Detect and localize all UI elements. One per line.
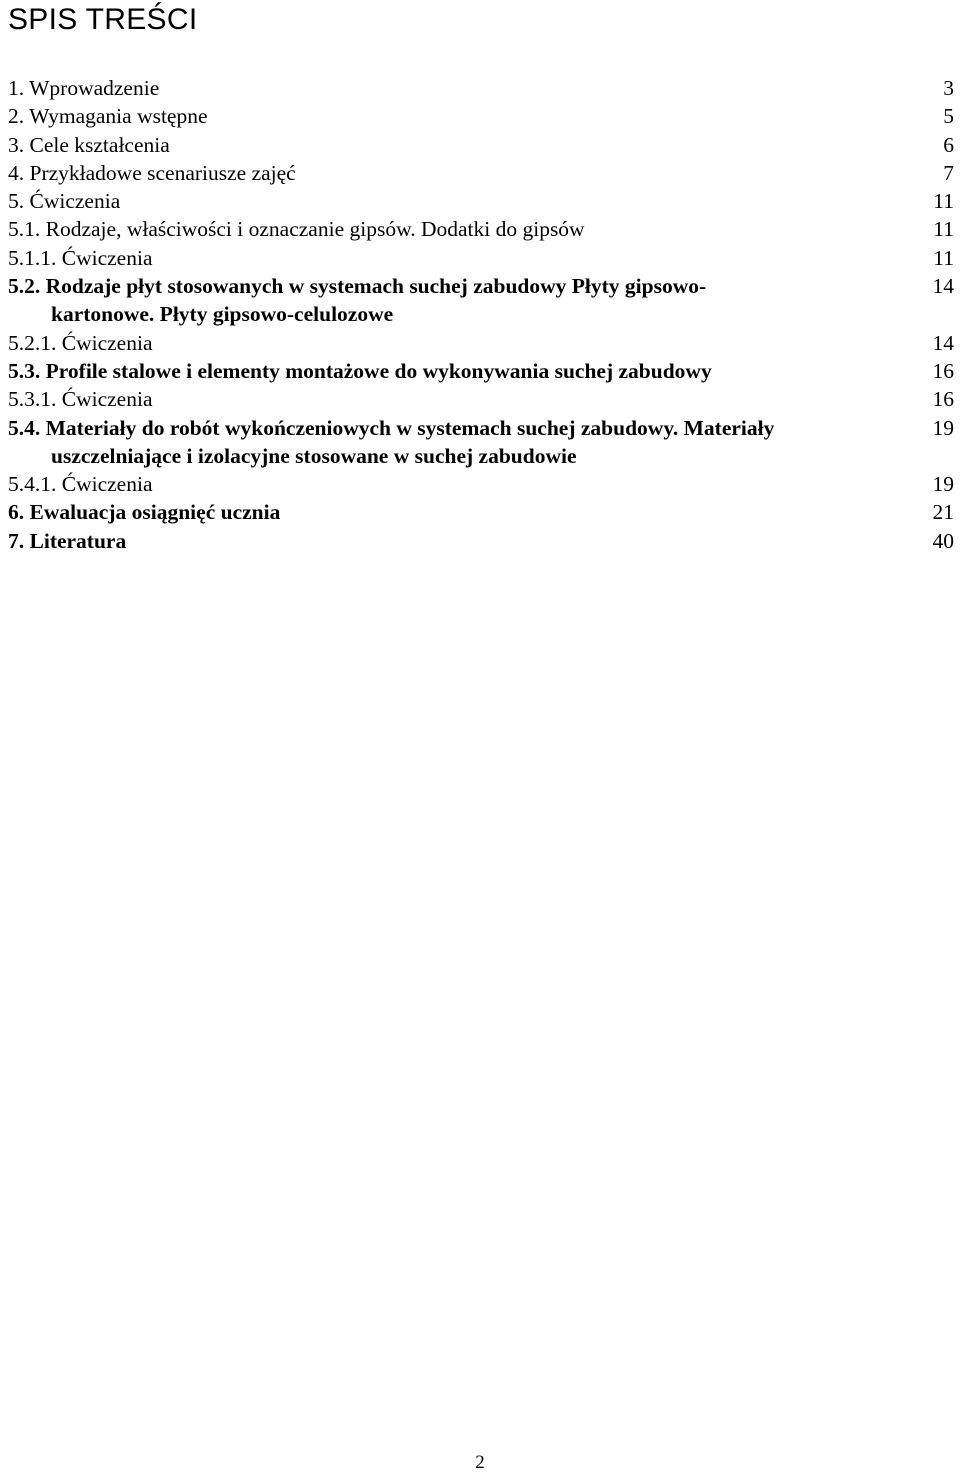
toc-entry-page: 19 [932,472,954,497]
toc-entry-page: 21 [932,500,954,525]
toc-entry[interactable] [8,74,954,102]
toc-entry[interactable] [8,498,954,526]
toc-entry-label: 5.2. Rodzaje płyt stosowanych w systemach suchej zabudowy Płyty gipsowo- [8,274,707,299]
toc-entry[interactable] [8,159,954,187]
toc-entry-label: 7. Literatura [8,528,127,553]
toc-entry[interactable] [8,215,954,243]
toc-entry-page: 11 [933,217,954,242]
page-number: 2 [475,1452,485,1473]
toc-entry[interactable] [8,470,954,498]
toc-entry-label: 4. Przykładowe scenariusze zajęć [8,160,296,185]
toc-entry-label: 5.2.1. Ćwiczenia [8,330,153,355]
toc-entry-label: 1. Wprowadzenie [8,76,160,100]
toc-entry[interactable] [8,244,954,272]
toc-entry-label: 3. Cele kształcenia [8,132,170,157]
toc-entry-label: 5.3. Profile stalowe i elementy montażowe do wykonywania suchej zabudowy [8,358,712,383]
toc-entry-label: 5.4.1. Ćwiczenia [8,472,153,497]
toc-entry-page: 40 [932,528,954,553]
toc-entry-label-group [8,414,924,471]
toc-entry-label: 5.1. Rodzaje, właściwości i oznaczanie gipsów. Dodatki do gipsów [8,217,585,242]
page-title: SPIS TREŚCI [8,3,198,36]
toc-entry[interactable] [8,385,954,413]
toc-entry-label: 5.3.1. Ćwiczenia [8,387,153,412]
toc-entry-label-group [8,272,924,329]
toc-entry-page: 16 [932,358,954,383]
toc-entry[interactable] [8,357,954,385]
toc-entry-page: 11 [933,245,954,270]
toc-entry-page: 11 [933,189,954,214]
toc-entry-label: 6. Ewaluacja osiągnięć ucznia [8,500,281,525]
toc-entry[interactable] [8,414,954,471]
toc-entry[interactable] [8,527,954,555]
toc-entry-page: 7 [943,160,954,185]
toc-entry-label: 5.1.1. Ćwiczenia [8,245,153,270]
toc-entry-label: 5. Ćwiczenia [8,189,121,214]
toc-entry-label: 2. Wymagania wstępne [8,104,208,129]
toc-entry[interactable] [8,329,954,357]
toc-entry-page: 5 [943,104,954,129]
toc-entry-page: 14 [932,274,954,299]
toc-entry-page: 16 [932,387,954,412]
toc-entry[interactable] [8,131,954,159]
toc-entry-page: 6 [943,132,954,157]
toc-entry-label-continuation: uszczelniające i izolacyjne stosowane w suchej zabudowie [51,443,577,468]
toc-entry[interactable] [8,187,954,215]
toc-entry-label: 5.4. Materiały do robót wykończeniowych w systemach suchej zabudowy. Materiały [8,415,775,440]
table-of-contents [8,74,954,555]
toc-entry-page: 3 [943,76,954,100]
toc-entry-page: 14 [932,330,954,355]
toc-entry[interactable] [8,272,954,329]
toc-entry[interactable] [8,102,954,130]
toc-entry-page: 19 [932,415,954,440]
toc-entry-label-continuation: kartonowe. Płyty gipsowo-celulozowe [51,302,394,327]
